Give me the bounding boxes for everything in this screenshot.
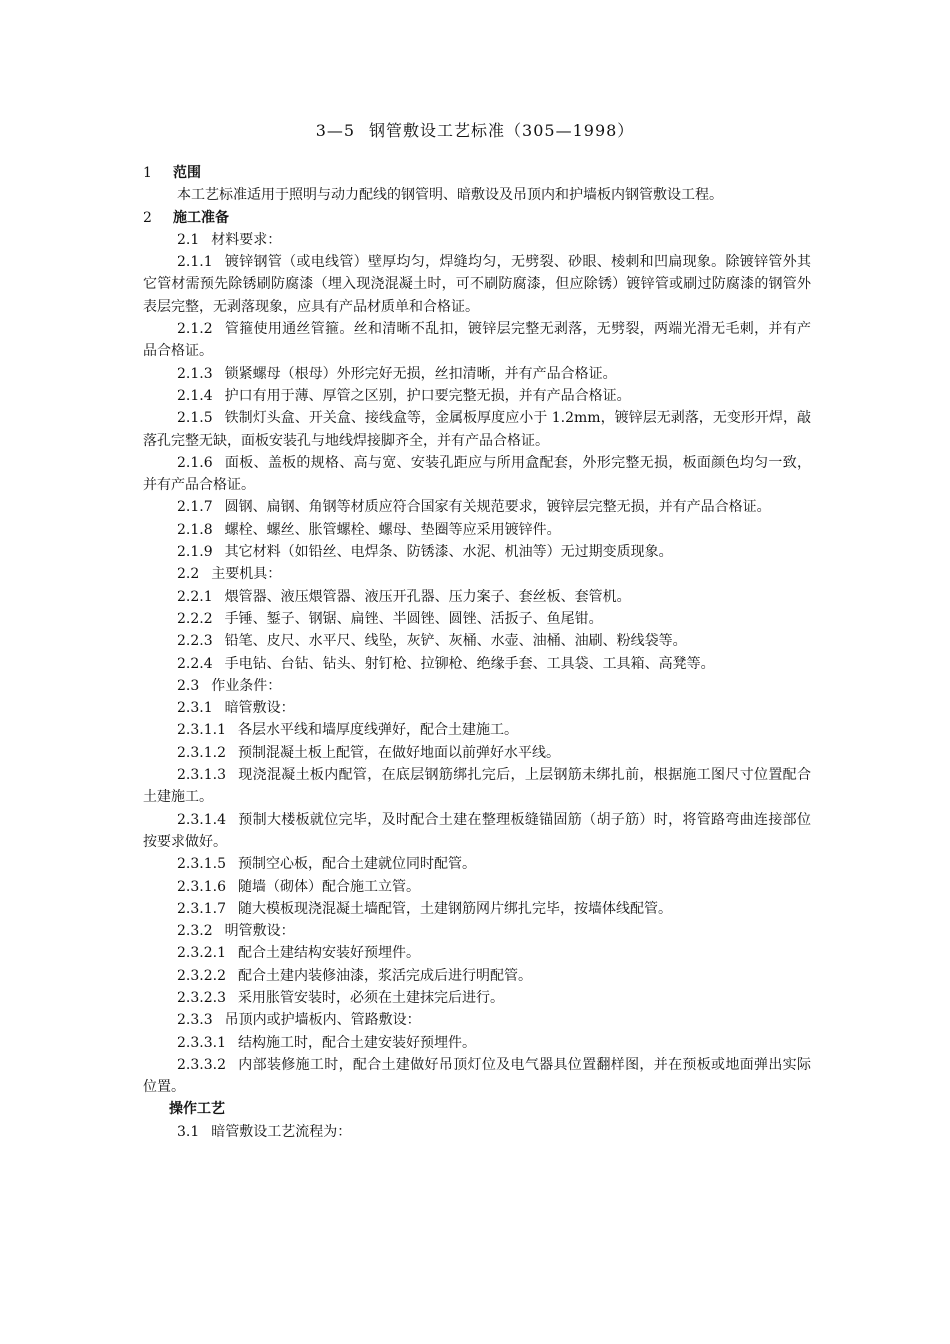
document-body — [143, 162, 811, 1143]
clause-number: 2.3.2.2 — [177, 967, 226, 984]
clause-number: 2.3.1.7 — [177, 900, 226, 917]
paragraph — [143, 184, 811, 206]
section-heading — [143, 162, 811, 184]
title-number: 3—5 — [315, 121, 356, 140]
paragraph — [143, 519, 811, 541]
clause-number: 2.1.2 — [177, 321, 213, 338]
paragraph — [143, 764, 811, 809]
paragraph — [143, 898, 811, 920]
paragraph — [143, 407, 811, 452]
section-title: 施工准备 — [173, 209, 229, 226]
clause-number: 2.3.1 — [177, 700, 213, 717]
clause-text: 暗管敷设： — [224, 700, 295, 717]
clause-number: 2.2.4 — [177, 655, 213, 672]
clause-number: 2.3 — [177, 677, 200, 694]
clause-text: 其它材料（如铅丝、电焊条、防锈漆、水泥、机油等）无过期变质现象。 — [224, 544, 673, 561]
clause-text: 煨管器、液压煨管器、液压开孔器、压力案子、套丝板、套管机。 — [224, 588, 631, 605]
paragraph — [143, 920, 811, 942]
paragraph — [143, 853, 811, 875]
clause-text: 随大模板现浇混凝土墙配管，土建钢筋网片绑扎完毕，按墙体线配管。 — [237, 900, 672, 917]
clause-text: 现浇混凝土板内配管，在底层钢筋绑扎完后，上层钢筋未绑扎前，根据施工图尺寸位置配合土建施工。 — [143, 767, 811, 806]
clause-number: 2.3.3 — [177, 1012, 213, 1029]
clause-text: 预制大楼板就位完毕，及时配合土建在整理板缝锚固筋（胡子筋）时，将管路弯曲连接部位按要求做好。 — [143, 811, 811, 850]
clause-number: 2.1.6 — [177, 454, 213, 471]
clause-text: 铁制灯头盒、开关盒、接线盒等，金属板厚度应小于 1.2mm，镀锌层无剥落，无变形开焊，敲落孔完整无缺，面板安装孔与地线焊接脚齐全，并有产品合格证。 — [143, 410, 811, 449]
clause-number: 2.1.8 — [177, 521, 213, 538]
page-title — [0, 118, 950, 141]
paragraph — [143, 1121, 811, 1143]
paragraph — [143, 719, 811, 741]
clause-text: 护口有用于薄、厚管之区别，护口要完整无损，并有产品合格证。 — [224, 387, 631, 404]
clause-text: 各层水平线和墙厚度线弹好，配合土建施工。 — [237, 722, 518, 739]
clause-text: 预制混凝土板上配管，在做好地面以前弹好水平线。 — [237, 744, 560, 761]
paragraph — [143, 742, 811, 764]
clause-number: 2.3.3.2 — [177, 1056, 226, 1073]
clause-text: 明管敷设： — [224, 923, 295, 940]
title-text: 钢管敷设工艺标准（305—1998） — [369, 121, 635, 140]
clause-text: 管箍使用通丝管箍。丝和清晰不乱扣，镀锌层完整无剥落，无劈裂，两端光滑无毛刺，并有产品合格证。 — [143, 321, 811, 360]
paragraph — [143, 251, 811, 318]
clause-text: 锁紧螺母（根母）外形完好无损，丝扣清晰，并有产品合格证。 — [224, 365, 617, 382]
clause-number: 2.2 — [177, 566, 200, 583]
clause-number: 2.1.5 — [177, 410, 213, 427]
clause-number: 2.2.2 — [177, 610, 213, 627]
clause-number: 2.3.2.1 — [177, 945, 226, 962]
clause-text: 镀锌钢管（或电线管）壁厚均匀，焊缝均匀，无劈裂、砂眼、棱刺和凹扁现象。除镀锌管外其它管材需预先除锈刷防腐漆（埋入现浇混凝土时，可不刷防腐漆，但应除锈）镀锌管或刷过防腐漆的钢管外表层完整，无剥落现象，应具有产品材质单和合格证。 — [143, 254, 811, 315]
section-title: 范围 — [173, 165, 201, 181]
clause-number: 2.3.1.2 — [177, 744, 226, 761]
clause-number: 3.1 — [177, 1123, 200, 1140]
paragraph — [143, 563, 811, 585]
paragraph — [143, 1054, 811, 1099]
clause-text: 主要机具： — [211, 566, 282, 583]
clause-number: 2.2.1 — [177, 588, 213, 605]
clause-number: 2.1.7 — [177, 499, 213, 516]
clause-number: 2.1 — [177, 231, 200, 248]
paragraph — [143, 229, 811, 251]
paragraph — [143, 987, 811, 1009]
paragraph — [143, 942, 811, 964]
paragraph — [143, 608, 811, 630]
clause-number: 2.3.1.4 — [177, 811, 226, 828]
clause-text: 螺栓、螺丝、胀管螺栓、螺母、垫圈等应采用镀锌件。 — [224, 521, 561, 538]
clause-text: 预制空心板，配合土建就位同时配管。 — [237, 856, 476, 873]
section-number: 2 — [143, 209, 152, 226]
clause-number: 2.1.9 — [177, 544, 213, 561]
clause-text: 作业条件： — [211, 677, 282, 694]
clause-text: 配合土建内装修油漆，浆活完成后进行明配管。 — [237, 967, 532, 984]
clause-text: 随墙（砌体）配合施工立管。 — [237, 878, 420, 895]
clause-number: 2.3.1.3 — [177, 767, 226, 784]
paragraph — [143, 675, 811, 697]
clause-text: 手锤、錾子、钢锯、扁锉、半圆锉、圆锉、活扳子、鱼尾钳。 — [224, 610, 603, 627]
clause-number: 2.1.3 — [177, 365, 213, 382]
clause-number: 2.3.3.1 — [177, 1034, 226, 1051]
clause-number: 2.3.2.3 — [177, 989, 226, 1006]
paragraph — [143, 630, 811, 652]
clause-number: 2.2.3 — [177, 633, 213, 650]
paragraph — [143, 876, 811, 898]
clause-text: 内部装修施工时，配合土建做好吊顶灯位及电气器具位置翻样图，并在预板或地面弹出实际位置。 — [143, 1056, 811, 1096]
clause-text: 面板、盖板的规格、高与宽、安装孔距应与所用盒配套，外形完整无损，板面颜色均匀一致，并有产品合格证。 — [143, 454, 811, 494]
paragraph — [143, 1009, 811, 1031]
paragraph — [143, 653, 811, 675]
paragraph — [143, 1032, 811, 1054]
clause-text: 铅笔、皮尺、水平尺、线坠，灰铲、灰桶、水壶、油桶、油刷、粉线袋等。 — [224, 633, 687, 650]
section-heading: 操作工艺 — [169, 1101, 225, 1118]
paragraph — [143, 318, 811, 363]
clause-text: 采用胀管安装时，必须在土建抹完后进行。 — [237, 989, 504, 1006]
clause-number: 2.3.1.6 — [177, 878, 226, 895]
clause-text: 手电钻、台钻、钻头、射钉枪、拉铆枪、绝缘手套、工具袋、工具箱、高凳等。 — [224, 655, 715, 672]
paragraph — [143, 697, 811, 719]
paragraph — [143, 586, 811, 608]
paragraph — [143, 385, 811, 407]
paragraph — [143, 541, 811, 563]
clause-text: 本工艺标准适用于照明与动力配线的钢管明、暗敷设及吊顶内和护墙板内钢管敷设工程。 — [177, 187, 723, 204]
paragraph — [143, 363, 811, 385]
clause-number: 2.1.4 — [177, 387, 213, 404]
paragraph — [143, 496, 811, 518]
paragraph — [143, 452, 811, 497]
clause-number: 2.3.2 — [177, 923, 213, 940]
clause-number: 2.3.1.5 — [177, 856, 226, 873]
clause-text: 配合土建结构安装好预埋件。 — [237, 945, 420, 962]
paragraph — [143, 809, 811, 854]
clause-number: 2.1.1 — [177, 254, 213, 271]
section-heading — [143, 207, 811, 229]
clause-text: 材料要求： — [211, 231, 282, 248]
clause-text: 圆钢、扁钢、角钢等材质应符合国家有关规范要求，镀锌层完整无损，并有产品合格证。 — [224, 499, 771, 516]
paragraph — [143, 965, 811, 987]
clause-text: 结构施工时，配合土建安装好预埋件。 — [237, 1034, 476, 1051]
clause-text: 暗管敷设工艺流程为： — [211, 1123, 352, 1140]
clause-number: 2.3.1.1 — [177, 722, 226, 739]
section-number: 1 — [143, 165, 152, 181]
clause-text: 吊顶内或护墙板内、管路敷设： — [224, 1012, 421, 1029]
